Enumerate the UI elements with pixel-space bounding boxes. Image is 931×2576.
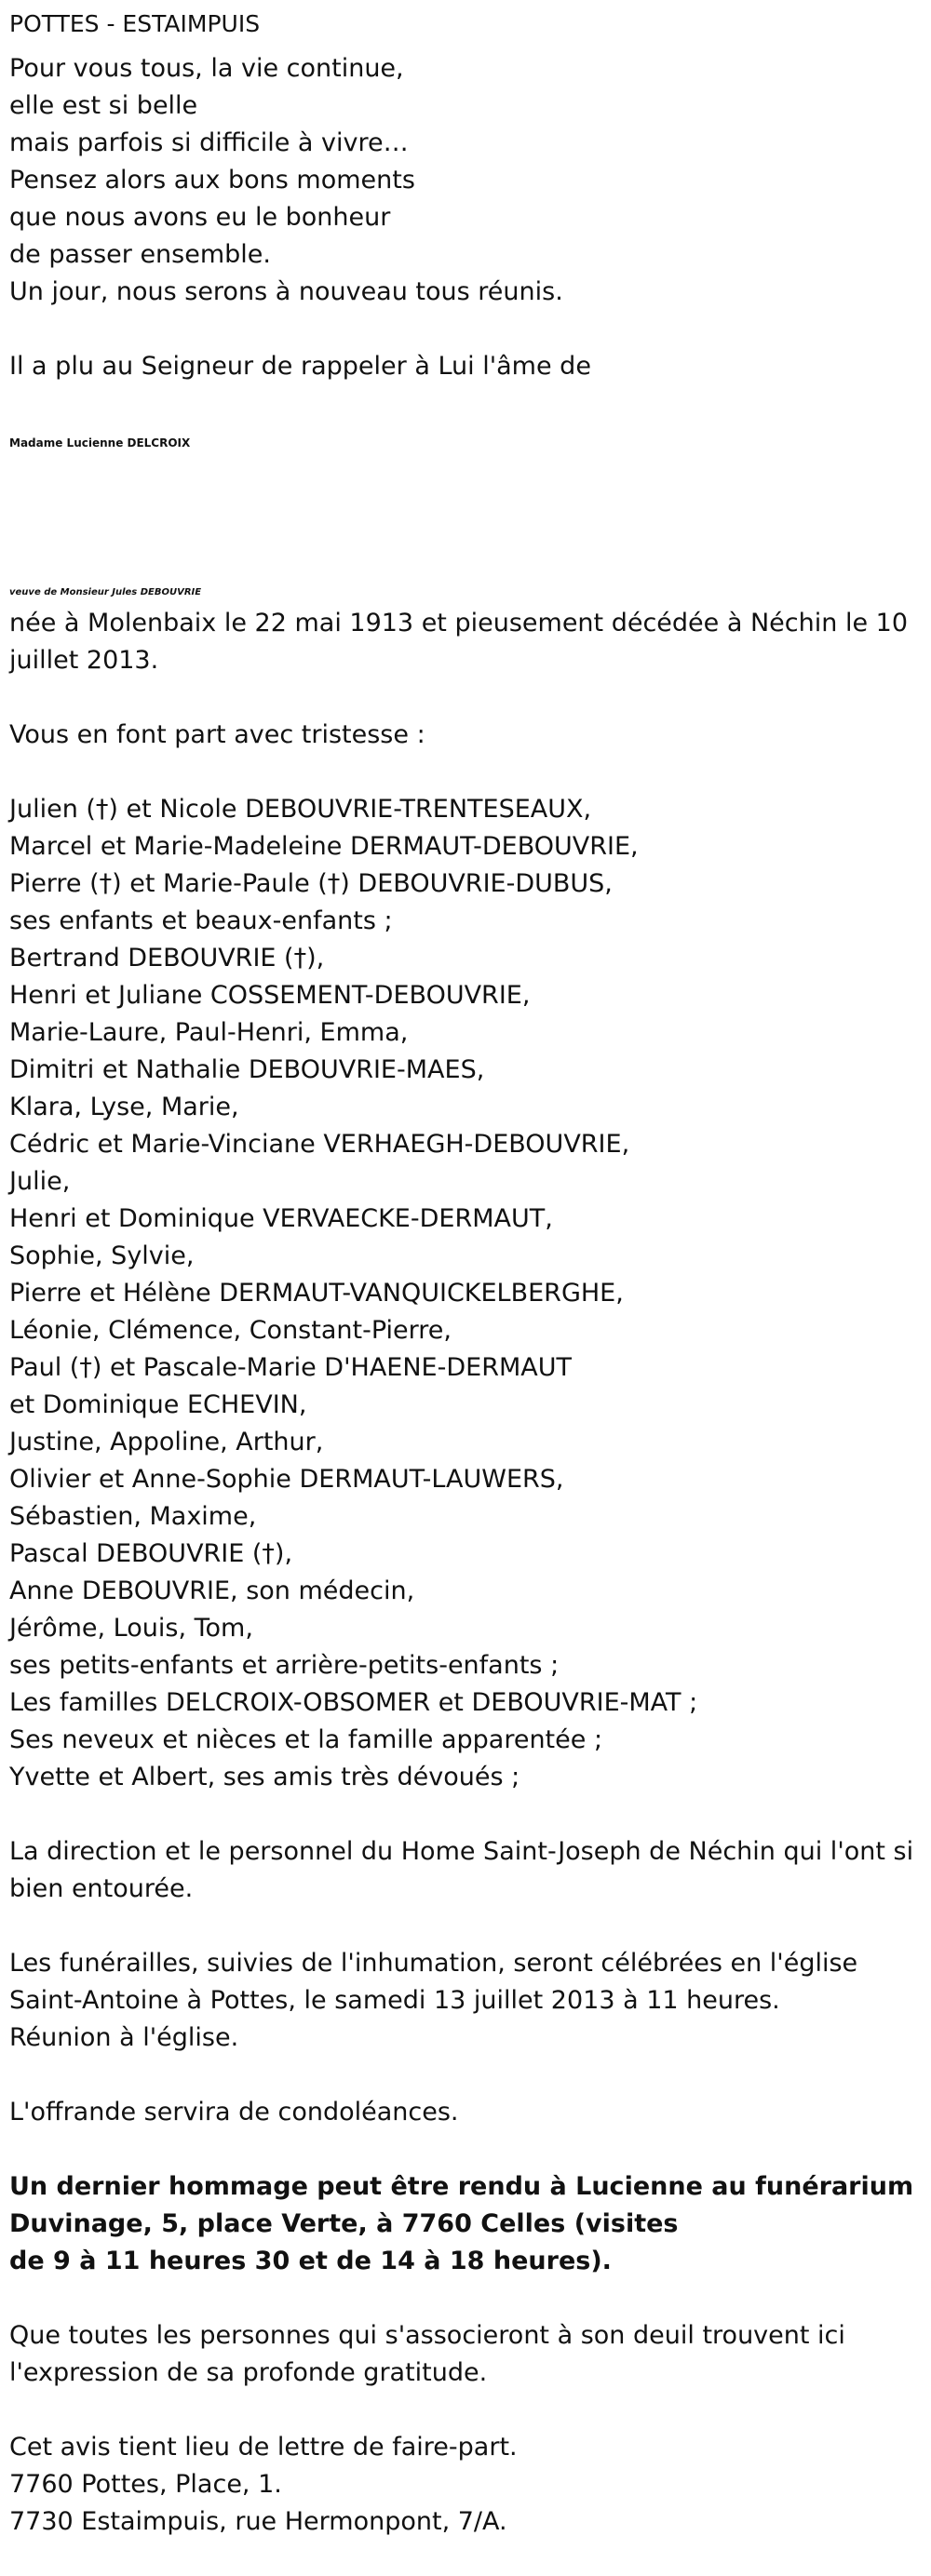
family-line: Marcel et Marie-Madeleine DERMAUT-DEBOUVRIE, [9,832,639,861]
family-line: Pascal DEBOUVRIE (†), [9,1539,293,1568]
address-pottes: 7760 Pottes, Place, 1. [9,2470,282,2499]
family-line: Klara, Lyse, Marie, [9,1093,239,1121]
family-line: Julie, [9,1167,71,1196]
family-line: Pierre (†) et Marie-Paule (†) DEBOUVRIE-DUBUS, [9,869,613,898]
intro-text: Il a plu au Seigneur de rappeler à Lui l'âme de [9,352,591,381]
location-header: POTTES - ESTAIMPUIS [9,10,261,37]
family-line: Olivier et Anne-Sophie DERMAUT-LAUWERS, [9,1465,564,1494]
family-line: Léonie, Clémence, Constant-Pierre, [9,1316,452,1345]
poem-line: Pour vous tous, la vie continue, [9,54,404,83]
gratitude-text: Que toutes les personnes qui s'associeront à son deuil trouvent ici l'expression de sa profonde gratitude. [9,2321,845,2387]
family-line: Yvette et Albert, ses amis très dévoués ; [9,1763,520,1791]
address-estaimpuis: 7730 Estaimpuis, rue Hermonpont, 7/A. [9,2507,507,2536]
family-line: Cédric et Marie-Vinciane VERHAEGH-DEBOUVRIE, [9,1130,630,1159]
family-line: Paul (†) et Pascale-Marie D'HAENE-DERMAUT [9,1353,572,1382]
homage-block [9,2168,926,2280]
homage-line: Un dernier hommage peut être rendu à Lucienne au funérarium [9,2172,914,2201]
family-line: Sébastien, Maxime, [9,1502,257,1531]
announce-text: Vous en font part avec tristesse : [9,720,425,749]
offering-text: L'offrande servira de condoléances. [9,2098,459,2127]
widow-of: veuve de Monsieur Jules DEBOUVRIE [9,587,202,597]
family-line: Justine, Appoline, Arthur, [9,1428,324,1456]
funeral-meeting-text: Réunion à l'église. [9,2023,239,2052]
family-line: Bertrand DEBOUVRIE (†), [9,944,325,973]
poem-line: Pensez alors aux bons moments [9,166,415,195]
home-thanks-text: La direction et le personnel du Home Saint-Joseph de Néchin qui l'ont si bien entourée. [9,1837,914,1903]
poem-line: que nous avons eu le bonheur [9,203,391,232]
obituary-notice [9,7,926,2541]
poem-line: elle est si belle [9,91,198,120]
poem [9,50,926,311]
family-line: Julien (†) et Nicole DEBOUVRIE-TRENTESEAUX, [9,795,592,824]
family-line: Les familles DELCROIX-OBSOMER et DEBOUVRIE-MAT ; [9,1688,698,1717]
poem-line: mais parfois si difficile à vivre… [9,128,409,157]
family-line: ses petits-enfants et arrière-petits-enfants ; [9,1651,560,1680]
homage-line: Duvinage, 5, place Verte, à 7760 Celles (visites [9,2209,679,2238]
poem-line: Un jour, nous serons à nouveau tous réunis. [9,277,563,306]
birth-death-text: née à Molenbaix le 22 mai 1913 et pieusement décédée à Néchin le 10 juillet 2013. [9,609,908,675]
family-line: Henri et Juliane COSSEMENT-DEBOUVRIE, [9,981,531,1010]
family-line: Sophie, Sylvie, [9,1241,195,1270]
closing-line: Cet avis tient lieu de lettre de faire-part. [9,2433,518,2462]
deceased-name: Madame Lucienne DELCROIX [9,436,191,449]
funeral-text: Les funérailles, suivies de l'inhumation, seront célébrées en l'église Saint-Antoine à Pottes, le samedi 13 juillet 2013 à 11 heures. [9,1949,858,2015]
family-line: ses enfants et beaux-enfants ; [9,906,393,935]
closing-block [9,2429,926,2541]
family-line: Marie-Laure, Paul-Henri, Emma, [9,1018,409,1047]
family-line: Pierre et Hélène DERMAUT-VANQUICKELBERGHE, [9,1279,624,1308]
family-line: Anne DEBOUVRIE, son médecin, [9,1576,415,1605]
homage-line: de 9 à 11 heures 30 et de 14 à 18 heures). [9,2247,612,2275]
family-line: et Dominique ECHEVIN, [9,1390,307,1419]
poem-line: de passer ensemble. [9,240,271,269]
family-line: Jérôme, Louis, Tom, [9,1614,253,1643]
family-list [9,791,926,1796]
family-line: Henri et Dominique VERVAECKE-DERMAUT, [9,1204,553,1233]
family-line: Ses neveux et nièces et la famille apparentée ; [9,1725,603,1754]
family-line: Dimitri et Nathalie DEBOUVRIE-MAES, [9,1055,485,1084]
